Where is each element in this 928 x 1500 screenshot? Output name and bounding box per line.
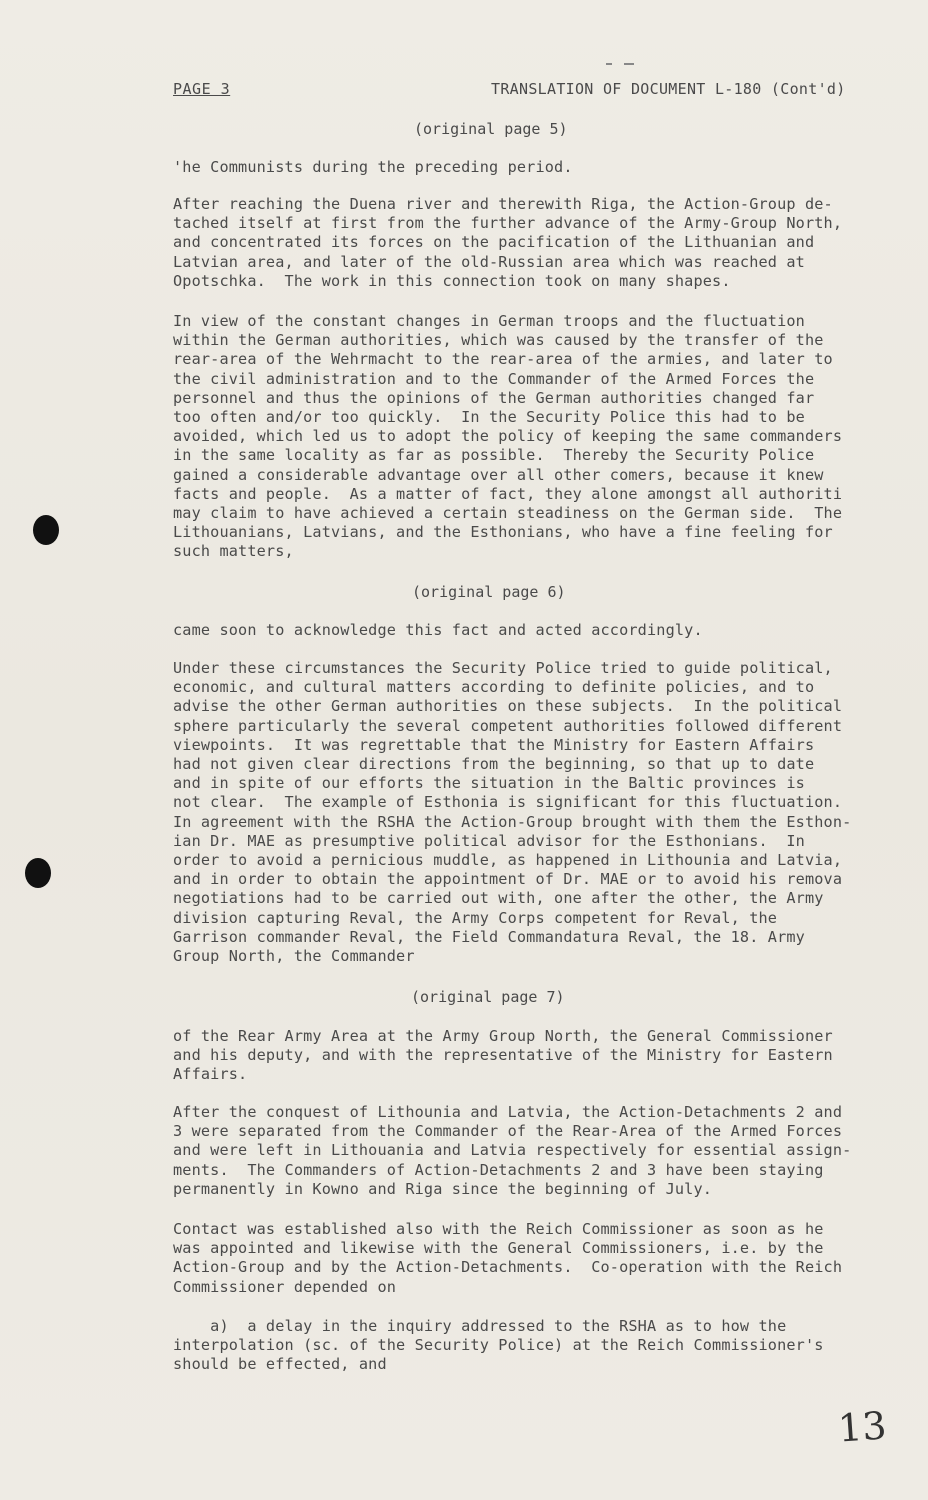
original-page-marker: (original page 6) xyxy=(412,583,566,601)
original-page-marker: (original page 7) xyxy=(411,988,565,1006)
paragraph: of the Rear Army Area at the Army Group North, the General Commissioner and his deputy, and with the representative of the Ministry for Eastern Affairs. xyxy=(173,1027,833,1084)
top-mark xyxy=(624,63,634,65)
punch-hole xyxy=(33,515,59,545)
paragraph: came soon to acknowledge this fact and acted accordingly. xyxy=(173,621,703,639)
paragraph: 'he Communists during the preceding period. xyxy=(173,158,573,176)
paragraph: In view of the constant changes in German troops and the fluctuation within the German authorities, which was caused by the transfer of the rear-area of the Wehrmacht to the rear-area of the armies, and later to the civil administration and to the Commander of the Armed Forces the personnel and thus the opinions of the German authorities changed far too often and/or too quickly. In the Security Police this had to be avoided, which led us to adopt the policy of keeping the same commanders in the same locality as far as possible. Thereby the Security Police gained a considerable advantage over all other comers, because it knew facts and people. As a matter of fact, they alone amongst all authoriti may claim to have achieved a certain steadiness on the German side. The Lithouanians, Latvians, and the Esthonians, who have a fine feeling for such matters, xyxy=(173,312,843,561)
document-title: TRANSLATION OF DOCUMENT L-180 (Cont'd) xyxy=(491,80,846,98)
paragraph: Under these circumstances the Security Police tried to guide political, economic, and cultural matters according to definite policies, and to advise the other German authorities on these subjects. In the political sphere particularly the several competent authorities followed different viewpoints. It was regrettable that the Ministry for Eastern Affairs had not given clear directions from the beginning, so that up to date and in spite of our efforts the situation in the Baltic provinces is not clear. The example of Esthonia is significant for this fluctuation. In agreement with the RSHA the Action-Group brought with them the Esthon- ian Dr. MAE as presumptive political advisor for the Esthonians. In order to avoid a pernicious muddle, as happened in Lithounia and Latvia, and in order to obtain the appointment of Dr. MAE or to avoid his remova negotiations had to be carried out with, one after the other, the Army division capturing Reval, the Army Corps competent for Reval, the Garrison commander Reval, the Field Commandatura Reval, the 18. Army Group North, the Commander xyxy=(173,659,852,966)
handwritten-page-number: 13 xyxy=(836,1403,888,1451)
paragraph: After reaching the Duena river and therewith Riga, the Action-Group de- tached itself at first from the further advance of the Army-Group North, and concentrated its forces on the pacification of the Lithuanian and Latvian area, and later of the old-Russian area which was reached at Opotschka. The work in this connection took on many shapes. xyxy=(173,195,843,290)
original-page-marker: (original page 5) xyxy=(414,120,568,138)
paragraph: a) a delay in the inquiry addressed to the RSHA as to how the interpolation (sc. of the Security Police) at the Reich Commissioner's should be effected, and xyxy=(173,1317,824,1374)
punch-hole xyxy=(25,858,51,888)
top-mark xyxy=(606,63,612,65)
paragraph: After the conquest of Lithounia and Latvia, the Action-Detachments 2 and 3 were separated from the Commander of the Rear-Area of the Armed Forces and were left in Lithouania and Latvia respectively for essential assign- ments. The Commanders of Action-Detachments 2 and 3 have been staying permanently in Kowno and Riga since the beginning of July. xyxy=(173,1103,852,1198)
paragraph: Contact was established also with the Reich Commissioner as soon as he was appointed and likewise with the General Commissioners, i.e. by the Action-Group and by the Action-Detachments. Co-operation with the Reich Commissioner depended on xyxy=(173,1220,843,1296)
page-label: PAGE 3 xyxy=(173,80,231,98)
